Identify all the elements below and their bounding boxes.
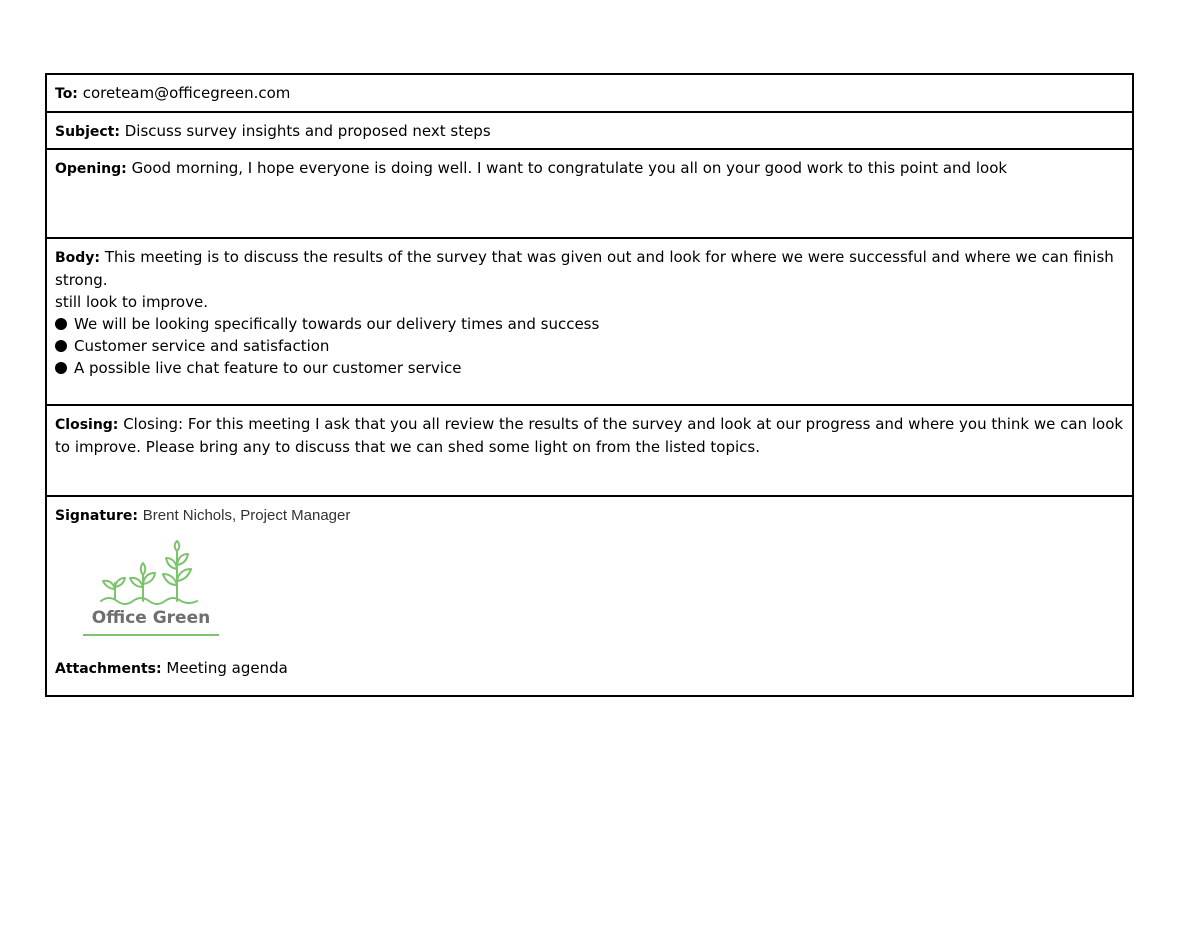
body-label: Body:: [55, 250, 101, 266]
attachments-value: Meeting agenda: [166, 659, 288, 677]
attachments-label: Attachments:: [55, 661, 162, 677]
bullet-text: Customer service and satisfaction: [74, 337, 330, 355]
closing-row: [47, 406, 1132, 497]
bullet-icon: [55, 318, 67, 330]
subject-label: Subject:: [55, 124, 120, 140]
body-intro-line: [55, 246, 1124, 291]
body-continued: still look to improve.: [55, 293, 208, 311]
body-intro: This meeting is to discuss the results of the survey that was given out and look for where we were successful and where we can finish strong.: [55, 248, 1114, 289]
subject-row: [47, 113, 1132, 150]
signature-row: [47, 497, 1132, 695]
office-green-logo: [81, 539, 221, 639]
opening-label: Opening:: [55, 161, 127, 177]
bullet-icon: [55, 340, 67, 352]
sprouts-icon: [101, 541, 197, 604]
bullet-icon: [55, 362, 67, 374]
body-bullet-list: [55, 313, 1124, 379]
closing-value: Closing: For this meeting I ask that you all review the results of the survey and look at our progress and where you think we can look to improve. Please bring any to discuss that we can shed some light on from the listed topics.: [55, 415, 1124, 456]
attachments-line: [55, 657, 1124, 680]
to-label: To:: [55, 86, 78, 102]
signature-label: Signature:: [55, 508, 138, 524]
list-item: [55, 357, 1124, 379]
logo-text: Office Green: [91, 608, 211, 628]
bullet-text: We will be looking specifically towards our delivery times and success: [74, 315, 600, 333]
opening-row: [47, 150, 1132, 239]
signature-value: Brent Nichols, Project Manager: [142, 507, 351, 524]
to-value: coreteam@officegreen.com: [82, 84, 291, 102]
signature-line: [55, 504, 1124, 527]
subject-value: Discuss survey insights and proposed next steps: [124, 122, 491, 140]
opening-value: Good morning, I hope everyone is doing well. I want to congratulate you all on your good work to this point and look: [131, 159, 1008, 177]
email-memo: [45, 73, 1134, 697]
closing-label: Closing:: [55, 417, 119, 433]
list-item: [55, 313, 1124, 335]
list-item: [55, 335, 1124, 357]
to-row: [47, 75, 1132, 113]
bullet-text: A possible live chat feature to our customer service: [74, 359, 462, 377]
body-row: [47, 239, 1132, 406]
